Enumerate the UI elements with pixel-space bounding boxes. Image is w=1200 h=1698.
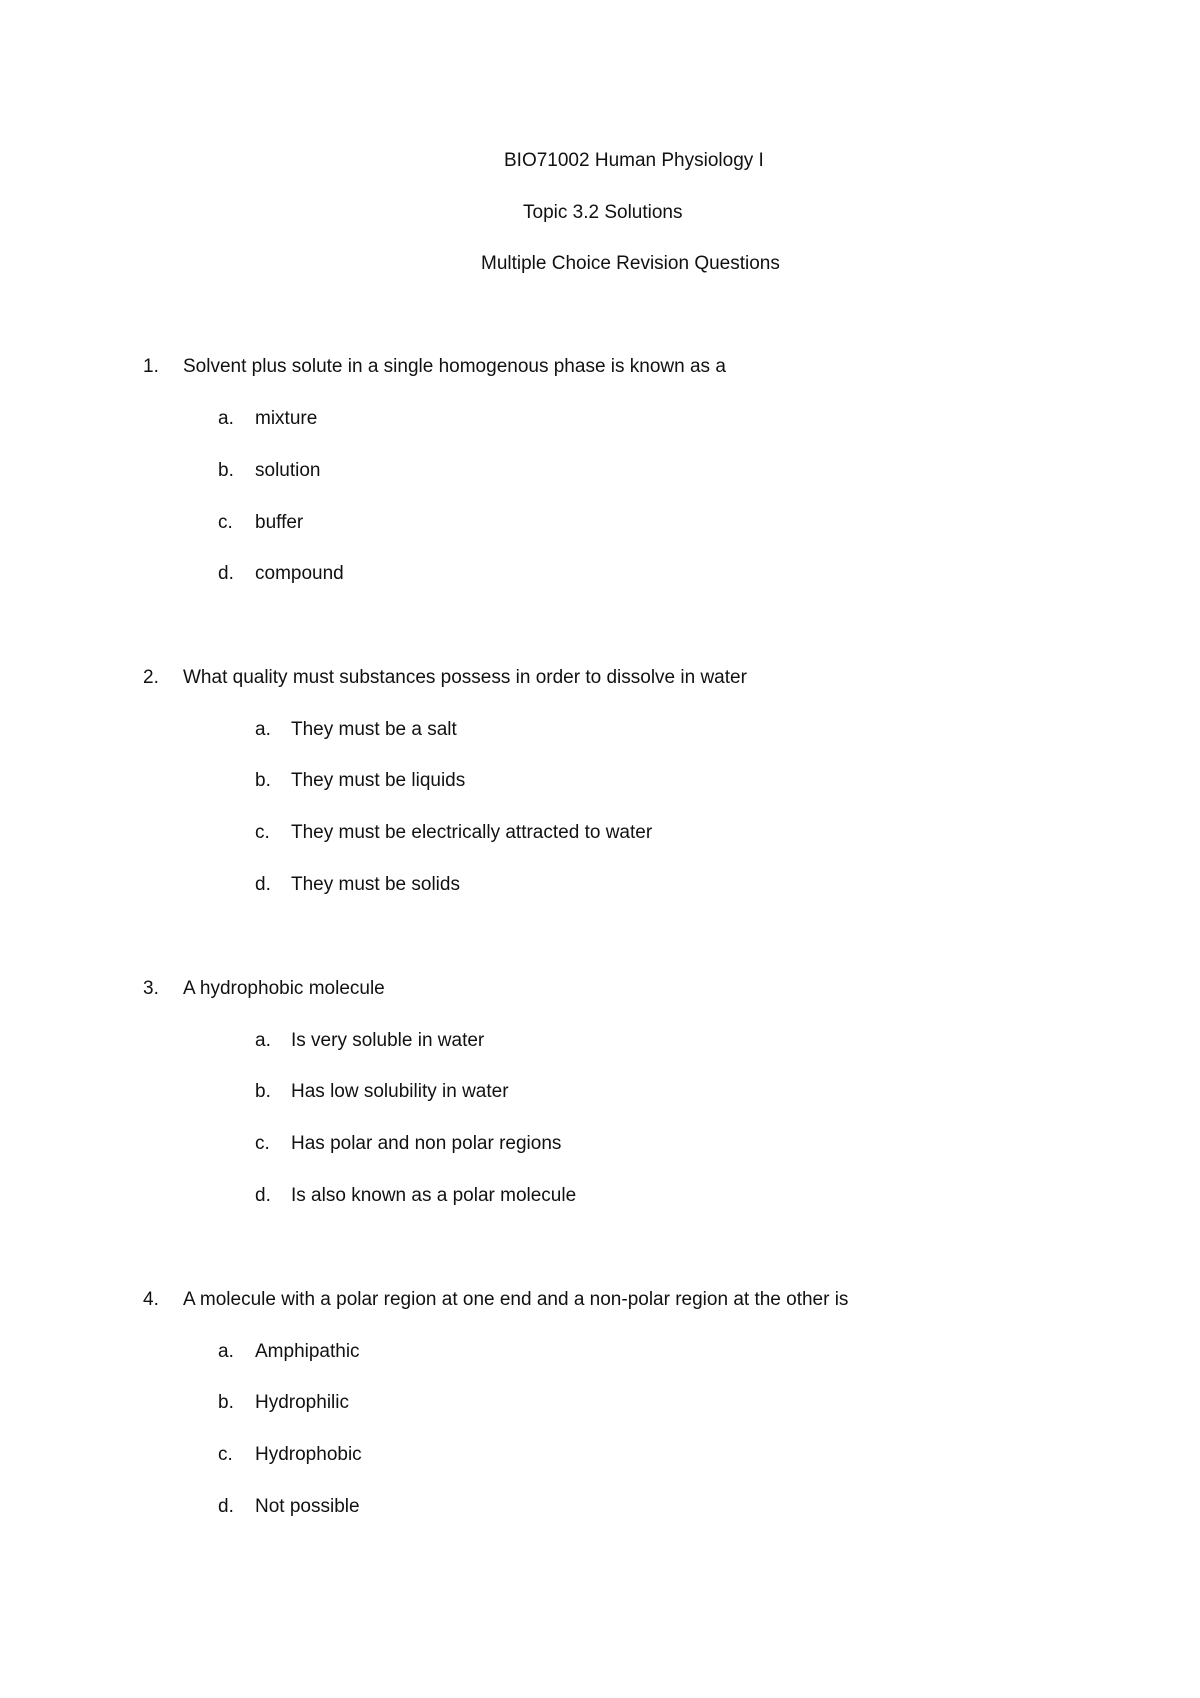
option-text: compound [255, 563, 344, 584]
course-title: BIO71002 Human Physiology I [504, 150, 764, 171]
option-b [0, 1393, 1000, 1417]
question-number: 3. [143, 978, 159, 999]
option-text: Hydrophilic [255, 1392, 349, 1413]
question-number: 4. [143, 1289, 159, 1310]
option-text: buffer [255, 512, 304, 533]
option-letter: c. [255, 1133, 270, 1154]
option-letter: c. [218, 1444, 233, 1465]
option-letter: b. [255, 1081, 271, 1102]
question-text: Solvent plus solute in a single homogenous phase is known as a [183, 356, 726, 377]
option-d [0, 875, 1000, 899]
option-text: Is very soluble in water [291, 1030, 485, 1051]
option-b [0, 461, 1000, 485]
option-letter: a. [255, 719, 271, 740]
option-text: They must be electrically attracted to water [291, 822, 653, 843]
page-subtitle: Multiple Choice Revision Questions [481, 253, 780, 274]
option-letter: a. [218, 408, 234, 429]
question-4 [0, 1290, 1200, 1590]
option-text: Has low solubility in water [291, 1081, 509, 1102]
option-letter: a. [255, 1030, 271, 1051]
option-a [0, 409, 1000, 433]
question-1 [0, 357, 1200, 657]
option-letter: c. [218, 512, 233, 533]
option-c [0, 1134, 1000, 1158]
option-text: They must be liquids [291, 770, 466, 791]
option-c [0, 1445, 1000, 1469]
question-text: A hydrophobic molecule [183, 978, 385, 999]
option-text: Hydrophobic [255, 1444, 362, 1465]
option-letter: b. [255, 770, 271, 791]
topic-title: Topic 3.2 Solutions [523, 202, 683, 223]
option-text: mixture [255, 408, 318, 429]
question-text: A molecule with a polar region at one end and a non-polar region at the other is [183, 1289, 849, 1310]
option-c [0, 513, 1000, 537]
option-c [0, 823, 1000, 847]
option-text: Amphipathic [255, 1341, 360, 1362]
option-d [0, 564, 1000, 588]
option-b [0, 771, 1000, 795]
option-letter: d. [218, 1496, 234, 1517]
option-letter: c. [255, 822, 270, 843]
option-letter: a. [218, 1341, 234, 1362]
option-text: Not possible [255, 1496, 360, 1517]
option-letter: b. [218, 460, 234, 481]
option-letter: b. [218, 1392, 234, 1413]
option-d [0, 1497, 1000, 1521]
option-text: They must be solids [291, 874, 460, 895]
option-letter: d. [218, 563, 234, 584]
question-number: 2. [143, 667, 159, 688]
question-3 [0, 979, 1200, 1279]
option-text: Is also known as a polar molecule [291, 1185, 577, 1206]
option-a [0, 720, 1000, 744]
option-text: solution [255, 460, 321, 481]
question-text: What quality must substances possess in order to dissolve in water [183, 667, 747, 688]
option-a [0, 1031, 1000, 1055]
option-a [0, 1342, 1000, 1366]
question-2 [0, 668, 1200, 968]
option-text: They must be a salt [291, 719, 457, 740]
option-b [0, 1082, 1000, 1106]
question-number: 1. [143, 356, 159, 377]
option-text: Has polar and non polar regions [291, 1133, 562, 1154]
option-d [0, 1186, 1000, 1210]
option-letter: d. [255, 874, 271, 895]
option-letter: d. [255, 1185, 271, 1206]
